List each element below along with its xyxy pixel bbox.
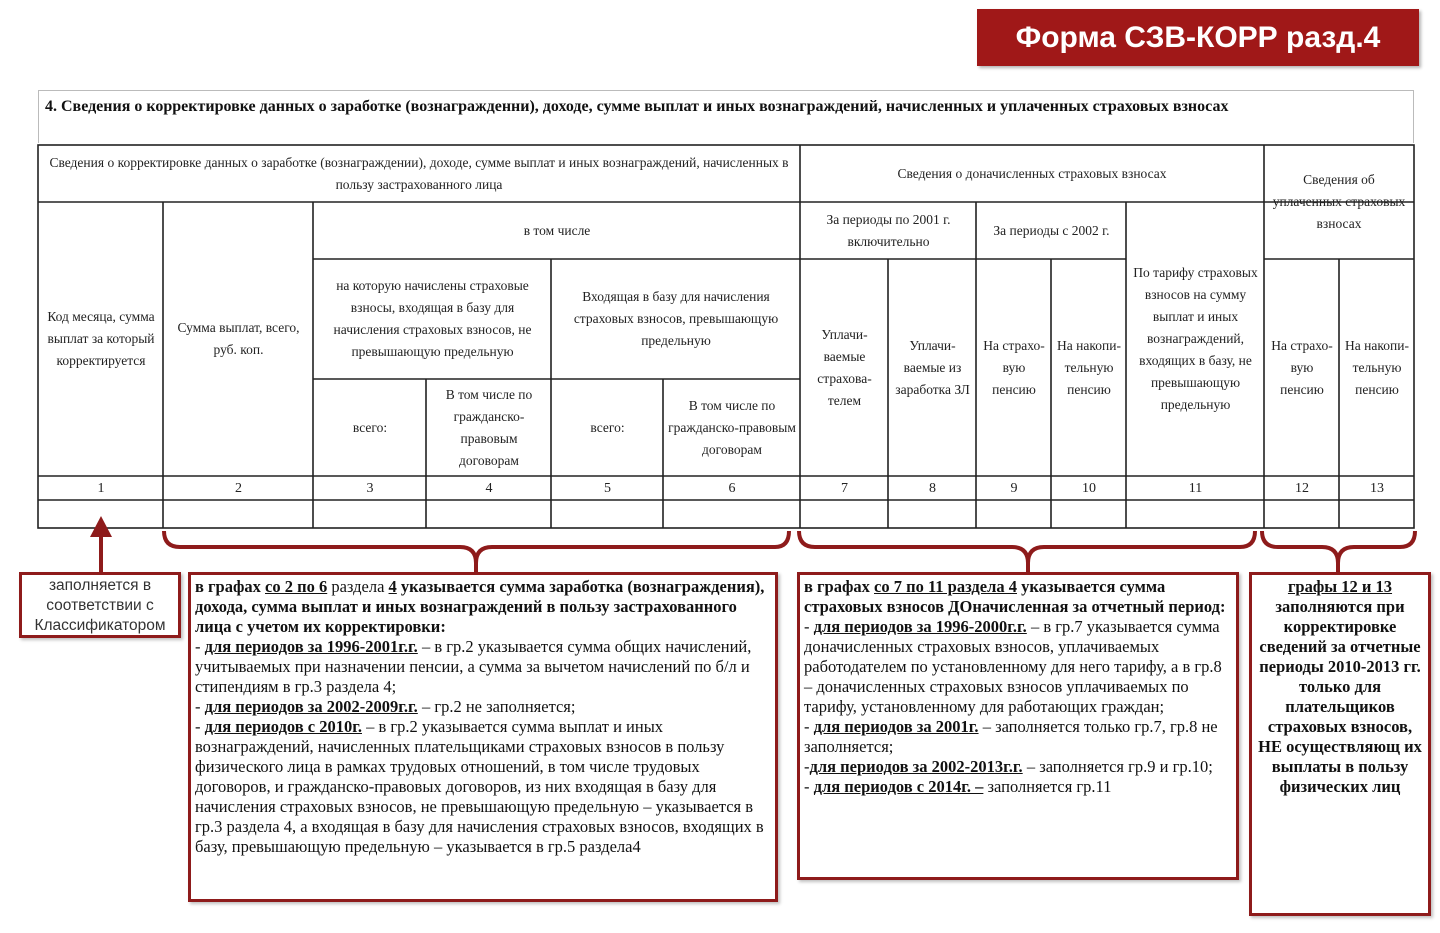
header-over-base: Входящая в базу для начисления страховых взносов, превышающую предельную: [573, 289, 779, 348]
col-number: 12: [1295, 480, 1309, 496]
col-number: 1: [97, 480, 105, 496]
note-income-lead: [195, 577, 764, 636]
header-total-3: всего:: [352, 419, 388, 435]
text: со 2 по 6: [265, 577, 328, 596]
item-head: для периодов с 2014г. –: [813, 777, 984, 796]
note-paid: [1249, 572, 1431, 916]
text: указывается сумма заработка (вознаграждения), дохода, сумма выплат и иных вознаграждений в пользу застрахованного лица с учетом их корректировки:: [195, 577, 765, 636]
text: со 7 по 11 раздела 4: [874, 577, 1017, 596]
item-text: – в гр.2 указывается сумма общих начислений, учитываемых при назначении пенсии, а сумма за вычетом начислений по б/л и стипендиям в гр.3 раздела 4;: [195, 637, 752, 696]
note-contrib-lead: [804, 577, 1226, 616]
col-number: 5: [604, 480, 611, 496]
item-text: – гр.2 не заполняется;: [421, 697, 576, 716]
header-col-month: Код месяца, сумма выплат за который корректируется: [47, 309, 155, 368]
note-contributions: [797, 572, 1239, 880]
col-number: 13: [1370, 480, 1384, 496]
header-period-2001: За периоды по 2001 г. включительно: [826, 211, 951, 249]
header-col-8: Уплачи-ваемые из заработка ЗЛ: [895, 337, 970, 397]
text: раздела: [331, 577, 385, 596]
header-col-9: На страхо-вую пенсию: [983, 337, 1045, 397]
header-col-total: Сумма выплат, всего, руб. коп.: [177, 320, 300, 357]
header-group-paid: Сведения об уплаченных страховых взносах: [1272, 172, 1406, 231]
header-group-income: Сведения о корректировке данных о заработке (вознаграждении), доходе, сумме выплат и иных вознаграждений, начисленных в пользу застрахованного лица: [49, 155, 789, 192]
col-number: 6: [728, 480, 736, 496]
col-number: 4: [485, 480, 493, 496]
header-col-7: Уплачи-ваемые страхова-телем: [817, 326, 872, 408]
dash: -: [804, 757, 810, 776]
col-number: 3: [366, 480, 374, 496]
item-text: – в гр.2 указывается сумма выплат и иных вознаграждений, начисленных плательщиками страховых взносов в пользу физического лица в рамках трудовых отношений, в том числе трудовых договоров, и гражданско-правовых договоров, из них входящая в базу для начисления страховых взносов, не превышающую предельную – указывается в гр.3 раздела 4, а входящая в базу для начисления страховых взносов, входящих в базу, превышающую предельную – указывается в гр.5 раздела4: [195, 717, 764, 856]
item-head: для периодов за 1996-2000г.г.: [813, 617, 1027, 636]
text: в графах: [195, 577, 261, 596]
item-text: – заполняется гр.9 и гр.10;: [1026, 757, 1213, 776]
header-within-base: на которую начислены страховые взносы, входящая в базу для начисления страховых взносов, не превышающую предельную: [333, 278, 532, 359]
col-number: 2: [235, 480, 242, 496]
header-col-13: На накопи-тельную пенсию: [1345, 337, 1409, 397]
section-title: 4. Сведения о корректировке данных о заработке (вознагражденни), доходе, сумме выплат и иных вознаграждений, начисленных и уплаченных страховых взносах: [38, 90, 1414, 143]
header-col-12: На страхо-вую пенсию: [1271, 337, 1333, 397]
item-head: для периодов за 2001г.: [813, 717, 979, 736]
dash: -: [804, 777, 810, 796]
text: указывается сумма страховых взносов ДОначисленная за отчетный период:: [804, 577, 1226, 616]
header-including: в том числе: [523, 222, 591, 238]
dash: -: [195, 717, 201, 736]
item-text: заполняется гр.11: [987, 777, 1112, 796]
header-civil-6: В том числе по гражданско-правовым договорам: [668, 397, 796, 457]
note-paid-head: графы 12 и 13: [1287, 577, 1393, 596]
text: 4: [388, 577, 397, 596]
item-text: – в гр.7 указывается сумма доначисленных страховых взносов, уплачиваемых работодателем по установленному для него тарифу, а в гр.8 – доначисленных страховых взносов уплачиваемых по тарифу, установленному для работающих граждан;: [804, 617, 1222, 716]
col-number: 9: [1010, 480, 1018, 496]
header-period-2002: За периоды с 2002 г.: [993, 222, 1110, 238]
note-income: [188, 572, 778, 902]
item-head: для периодов с 2010г.: [204, 717, 362, 736]
dash: -: [804, 617, 810, 636]
item-head: для периодов за 2002-2013г.г.: [809, 757, 1023, 776]
col-number: 8: [929, 480, 936, 496]
header-total-5: всего:: [590, 419, 625, 435]
col-number: 7: [841, 480, 848, 496]
text: в графах: [804, 577, 870, 596]
note-classifier: заполняется в соответствии с Классификатором: [19, 572, 181, 638]
note-paid-text: заполняются при корректировке сведений за отчетные периоды 2010-2013 гг. только для плательщиков страховых взносов, НЕ осуществляющ их выплаты в пользу физических лиц: [1258, 597, 1422, 796]
header-group-additional: Сведения о доначисленных страховых взносах: [897, 166, 1167, 181]
dash: -: [804, 717, 810, 736]
item-head: для периодов за 1996-2001г.г.: [204, 637, 418, 656]
header-civil-4: В том числе по гражданско-правовым договорам: [445, 386, 533, 468]
header-tariff-11: По тарифу страховых взносов на сумму выплат и иных вознаграждений, входящих в базу, не превышающую предельную: [1133, 265, 1258, 412]
dash: -: [195, 637, 201, 656]
col-number: 10: [1082, 480, 1096, 496]
item-text: – заполняется только гр.7, гр.8 не заполняется;: [804, 717, 1218, 756]
col-number: 11: [1188, 480, 1203, 496]
item-head: для периодов за 2002-2009г.г.: [204, 697, 418, 716]
header-col-10: На накопи-тельную пенсию: [1057, 337, 1121, 397]
page-title: Форма СЗВ-КОРР разд.4: [977, 9, 1419, 66]
dash: -: [195, 697, 201, 716]
